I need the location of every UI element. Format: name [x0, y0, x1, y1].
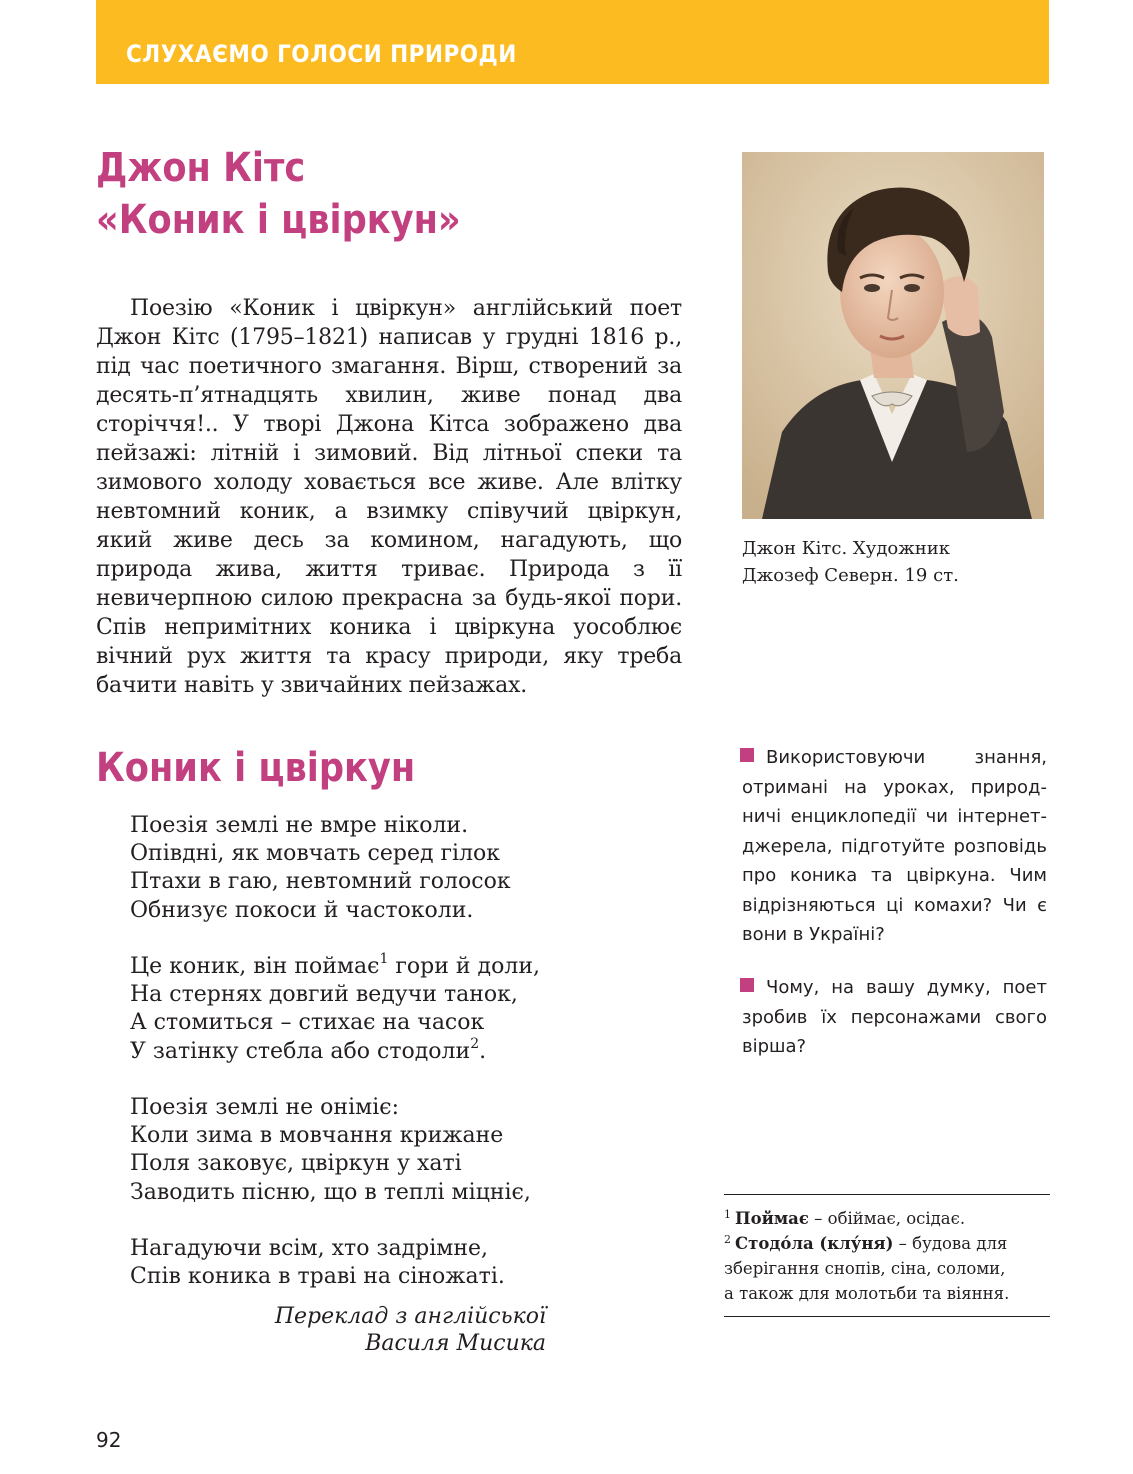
- poem-line: А стомиться – стихає на часок: [130, 1010, 485, 1036]
- square-bullet-icon: [740, 978, 754, 992]
- poem-line: Спів коника в траві на сіножаті.: [130, 1264, 505, 1290]
- poem-line: Нагадуючи всім, хто задрімне,: [130, 1236, 489, 1261]
- poem-line: Це коник, він поймає$^1$ гори й доли,: [130, 951, 540, 979]
- square-bullet-icon: [740, 748, 754, 762]
- footnotes: [724, 1206, 1050, 1306]
- poem-line: Птахи в гаю, невтомний голосок: [130, 869, 511, 895]
- translation-credit: [96, 1303, 546, 1357]
- task-text: Використовуючи знання, отримані на уроках, природничі енциклопедії чи інтернет-джерела, підготуйте розповідь про коника та цвіркуна. Чим відрізняються ці комахи? Чи є вони в Україні?: [742, 747, 1047, 945]
- caption-line-2: Джозеф Северн. 19 ст.: [742, 565, 959, 586]
- footnote-divider-bottom: [724, 1316, 1050, 1317]
- task-text: Чому, на вашу думку, поет зробив їх персонажами свого вірша?: [742, 977, 1047, 1057]
- task-item: [742, 973, 1047, 1062]
- poem-line: Заводить пісню, що в теплі міцніє,: [130, 1179, 531, 1205]
- poem-text: [130, 812, 650, 1291]
- poem-line: Обнизує покоси й частоколи.: [130, 897, 474, 923]
- poem-line: У затінку стебла або стодоли$^2$.: [130, 1035, 487, 1064]
- page-title: [96, 142, 461, 246]
- caption-line-1: Джон Кітс. Художник: [742, 538, 951, 559]
- footnote-2-continued: а також для молотьби та віяння.: [724, 1284, 1010, 1303]
- portrait-caption: [742, 535, 959, 589]
- footnote-2: $^2$ Стодо́ла (клу́ня) – будова для: [724, 1233, 1008, 1253]
- footnote-1: $^1$ Поймає – обіймає, осідає.: [724, 1208, 966, 1228]
- footnote-ref-2: 2: [470, 1035, 480, 1052]
- poem-line: Коли зима в мовчання крижане: [130, 1123, 504, 1149]
- poem-line: Поезія землі не оніміє:: [130, 1095, 399, 1120]
- translation-line-2: Василя Мисика: [365, 1331, 546, 1356]
- poem-title: Коник і цвіркун: [96, 745, 416, 791]
- page-number: 92: [96, 1428, 122, 1452]
- translation-line-1: Переклад з англійської: [274, 1304, 546, 1329]
- poem-line: Поля заковує, цвіркун у хаті: [130, 1151, 462, 1177]
- section-title: СЛУХАЄМО ГОЛОСИ ПРИРОДИ: [126, 40, 517, 68]
- task-item: [742, 743, 1047, 950]
- portrait-illustration: [742, 152, 1044, 519]
- work-title: «Коник і цвіркун»: [96, 197, 461, 243]
- poem-line: Поезія землі не вмре ніколи.: [130, 813, 469, 838]
- portrait-image: [742, 152, 1044, 519]
- intro-paragraph: Поезію «Коник і цвіркун» англійський поет Джон Кітс (1795–1821) написав у грудні 1816 р., під час поетичного змагання. Вірш, створений за десять-п’ятнадцять хвилин, живе понад два сторіччя!.. У творі Джона Кітса зображено два пейзажі: літній і зимовий. Від літньої спеки та зимового холоду ховається все живе. Але влітку невтомний коник, а взимку співучий цвіркун, який живе десь за комином, нагадують, що природа жива, життя триває. Природа з її невичерпною силою прекрасна за будь-якої пори. Спів непримітних коника і цвіркуна уособлює вічний рух життя та красу природи, яку треба бачити навіть у звичайних пейзажах.: [96, 296, 682, 698]
- poem-line: На стернях довгий ведучи танок,: [130, 982, 518, 1008]
- footnote-ref-1: 1: [379, 951, 389, 967]
- footnote-divider-top: [724, 1194, 1050, 1195]
- footnote-2-continued: зберігання снопів, сіна, соломи,: [724, 1259, 1006, 1278]
- author-name: Джон Кітс: [96, 145, 306, 191]
- poem-line: Опівдні, як мовчать серед гілок: [130, 841, 501, 867]
